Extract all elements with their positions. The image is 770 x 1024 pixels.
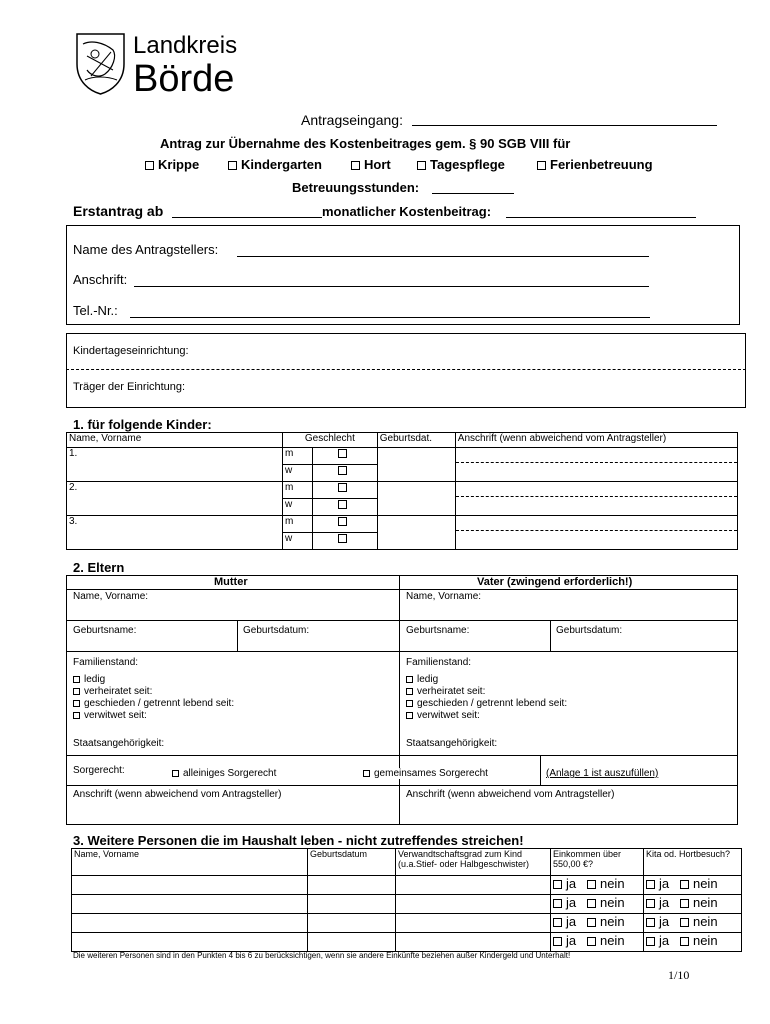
household-row (72, 876, 742, 895)
person-birthdate[interactable] (308, 876, 396, 895)
mother-heading: Mutter (214, 576, 248, 588)
household-row (72, 933, 742, 952)
erstantrag-label: Erstantrag ab (73, 203, 164, 219)
father-geschieden[interactable]: geschieden / getrennt lebend seit: (406, 698, 567, 710)
person-birthdate[interactable] (308, 895, 396, 914)
father-birthname-label: Geburtsname: (406, 625, 470, 636)
col-gender: Geschlecht (283, 433, 378, 448)
gender-w-label: w (283, 533, 313, 550)
col-kita: Kita od. Hortbesuch? (644, 849, 742, 876)
section3-heading: 3. Weitere Personen die im Haushalt leben - nicht zutreffendes streichen! (73, 833, 524, 848)
person-name[interactable] (72, 895, 308, 914)
erstantrag-field[interactable] (172, 217, 322, 218)
custody-joint-option[interactable]: gemeinsames Sorgerecht (363, 768, 492, 779)
col-income: Einkommen über 550,00 €? (551, 849, 644, 876)
child-2-m-checkbox[interactable] (313, 482, 378, 499)
father-ledig[interactable]: ledig (406, 674, 567, 686)
mother-name-label: Name, Vorname: (73, 591, 149, 602)
person-name[interactable] (72, 914, 308, 933)
mother-nationality-label: Staatsangehörigkeit: (73, 738, 165, 749)
gender-m-label: m (283, 448, 313, 465)
form-title: Antrag zur Übernahme des Kostenbeitrages gem. § 90 SGB VIII für (160, 136, 571, 151)
col-person-birthdate: Geburtsdatum (308, 849, 396, 876)
mother-birthdate-label: Geburtsdatum: (243, 625, 310, 636)
kita-choice[interactable]: ja nein (644, 895, 742, 914)
person-relationship[interactable] (396, 933, 551, 952)
option-tagespflege[interactable]: Tagespflege (417, 157, 505, 172)
children-table (66, 432, 738, 550)
person-name[interactable] (72, 876, 308, 895)
income-choice[interactable]: ja nein (551, 876, 644, 895)
gender-w-label: w (283, 465, 313, 482)
traeger-label: Träger der Einrichtung: (73, 381, 186, 393)
child-1-address[interactable] (455, 448, 737, 482)
applicant-address-label: Anschrift: (73, 272, 128, 287)
father-name-label: Name, Vorname: (406, 591, 482, 602)
kita-choice[interactable]: ja nein (644, 914, 742, 933)
child-3-name[interactable]: 3. (67, 516, 283, 550)
custody-label: Sorgerecht: (73, 765, 125, 776)
col-address: Anschrift (wenn abweichend vom Antragsteller) (455, 433, 737, 448)
betreuungsstunden-label: Betreuungsstunden: (292, 180, 420, 195)
child-3-birthdate[interactable] (377, 516, 455, 550)
child-1-name[interactable]: 1. (67, 448, 283, 482)
gender-m-label: m (283, 482, 313, 499)
section1-heading: 1. für folgende Kinder: (73, 417, 212, 432)
mother-marital-label: Familienstand: (73, 657, 139, 668)
mother-ledig[interactable]: ledig (73, 674, 234, 686)
applicant-phone-field[interactable] (130, 317, 650, 318)
page-number: 1/10 (668, 968, 690, 982)
kita-choice[interactable]: ja nein (644, 876, 742, 895)
applicant-name-field[interactable] (237, 256, 649, 257)
person-relationship[interactable] (396, 895, 551, 914)
option-krippe[interactable]: Krippe (145, 157, 199, 172)
father-marital-label: Familienstand: (406, 657, 472, 668)
child-2-birthdate[interactable] (377, 482, 455, 516)
person-relationship[interactable] (396, 876, 551, 895)
child-2-name[interactable]: 2. (67, 482, 283, 516)
kita-field[interactable] (66, 369, 746, 370)
income-choice[interactable]: ja nein (551, 895, 644, 914)
mother-address-label: Anschrift (wenn abweichend vom Antragsteller) (73, 789, 282, 800)
col-person-name: Name, Vorname (72, 849, 308, 876)
child-2-address[interactable] (455, 482, 737, 516)
mother-verheiratet[interactable]: verheiratet seit: (73, 686, 234, 698)
col-relationship: Verwandtschaftsgrad zum Kind (u.a.Stief- oder Halbgeschwister) (396, 849, 551, 876)
household-row (72, 914, 742, 933)
kita-choice[interactable]: ja nein (644, 933, 742, 952)
logo-line1: Landkreis (133, 32, 238, 59)
mother-birthname-label: Geburtsname: (73, 625, 137, 636)
child-3-w-checkbox[interactable] (313, 533, 378, 550)
person-birthdate[interactable] (308, 914, 396, 933)
household-table (71, 848, 742, 952)
footnote: Die weiteren Personen sind in den Punkten 4 bis 6 zu berücksichtigen, wenn sie andere Einkünfte beziehen außer Kindergeld und Unterhalt! (73, 951, 571, 960)
logo-line2: Börde (133, 58, 235, 100)
section2-heading: 2. Eltern (73, 560, 125, 575)
kostenbeitrag-field[interactable] (506, 217, 696, 218)
applicant-phone-label: Tel.-Nr.: (73, 303, 118, 318)
applicant-box (66, 225, 740, 325)
father-marital-options (406, 674, 567, 722)
child-2-w-checkbox[interactable] (313, 499, 378, 516)
col-name: Name, Vorname (67, 433, 283, 448)
kostenbeitrag-label: monatlicher Kostenbeitrag: (322, 204, 492, 219)
option-ferienbetreuung[interactable]: Ferienbetreuung (537, 157, 653, 172)
kita-label: Kindertageseinrichtung: (73, 345, 189, 357)
person-name[interactable] (72, 933, 308, 952)
applicant-name-label: Name des Antragstellers: (73, 242, 219, 257)
gender-m-label: m (283, 516, 313, 533)
child-1-w-checkbox[interactable] (313, 465, 378, 482)
applicant-address-field[interactable] (134, 286, 649, 287)
coat-of-arms-icon (73, 30, 128, 96)
betreuungsstunden-field[interactable] (432, 193, 514, 194)
child-3-m-checkbox[interactable] (313, 516, 378, 533)
option-kindergarten[interactable]: Kindergarten (228, 157, 322, 172)
person-birthdate[interactable] (308, 933, 396, 952)
mother-verwitwet[interactable]: verwitwet seit: (73, 710, 234, 722)
mother-geschieden[interactable]: geschieden / getrennt lebend seit: (73, 698, 234, 710)
child-1-m-checkbox[interactable] (313, 448, 378, 465)
person-relationship[interactable] (396, 914, 551, 933)
father-birthdate-label: Geburtsdatum: (556, 625, 623, 636)
custody-sole-option[interactable]: alleiniges Sorgerecht (172, 768, 276, 779)
household-row (72, 895, 742, 914)
income-choice[interactable]: ja nein (551, 914, 644, 933)
child-3-address[interactable] (455, 516, 737, 550)
logo (73, 30, 243, 100)
father-nationality-label: Staatsangehörigkeit: (406, 738, 498, 749)
option-hort[interactable]: Hort (351, 157, 391, 172)
father-verwitwet[interactable]: verwitwet seit: (406, 710, 567, 722)
income-choice[interactable]: ja nein (551, 933, 644, 952)
mother-marital-options (73, 674, 234, 722)
father-verheiratet[interactable]: verheiratet seit: (406, 686, 567, 698)
father-address-label: Anschrift (wenn abweichend vom Antragsteller) (406, 789, 615, 800)
antragseingang-label: Antragseingang: (301, 112, 403, 128)
parents-divider (399, 575, 400, 825)
gender-w-label: w (283, 499, 313, 516)
col-birthdate: Geburtsdat. (377, 433, 455, 448)
custody-note-link[interactable]: (Anlage 1 ist auszufüllen) (546, 768, 659, 779)
father-heading: Vater (zwingend erforderlich!) (477, 576, 633, 588)
antragseingang-field[interactable] (412, 125, 717, 126)
child-1-birthdate[interactable] (377, 448, 455, 482)
